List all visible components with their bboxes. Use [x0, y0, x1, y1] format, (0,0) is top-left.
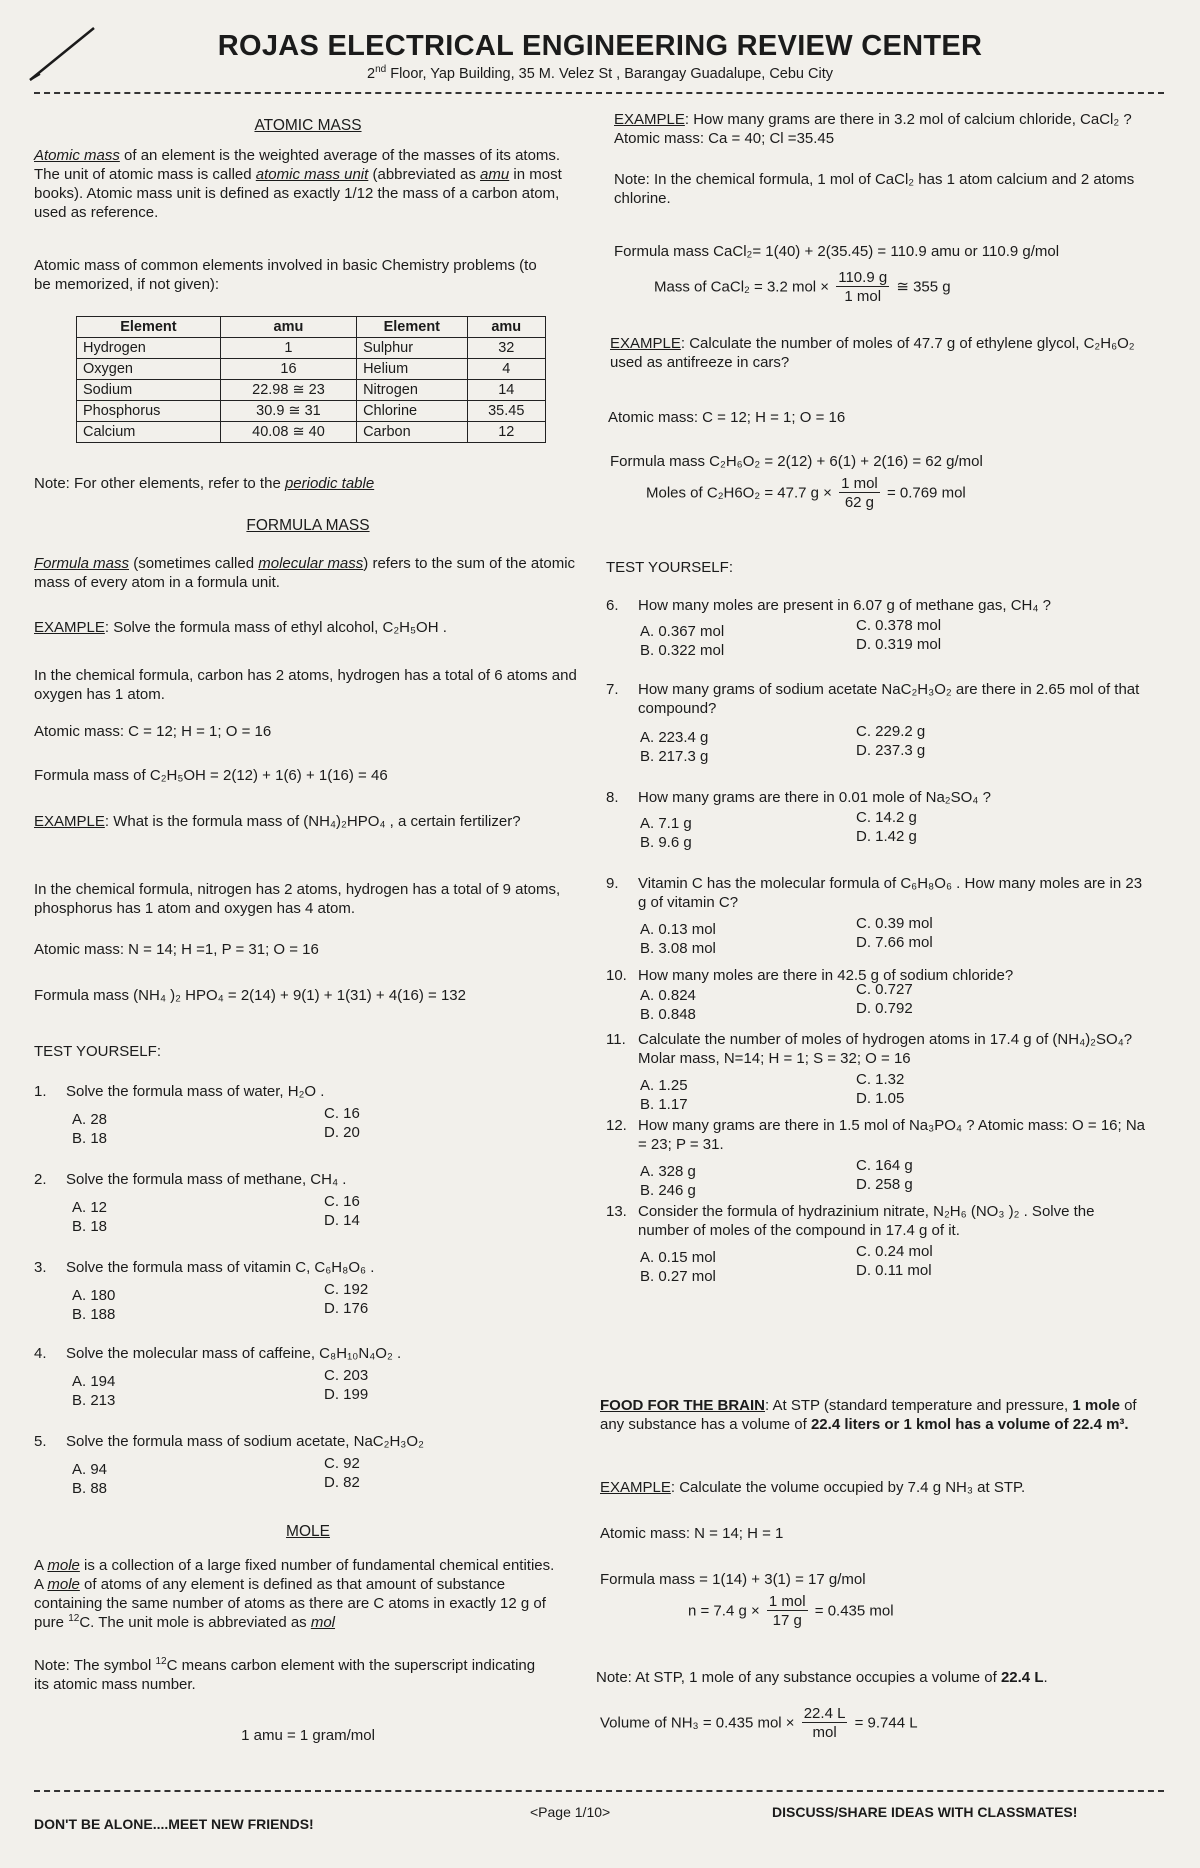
- question-number: 5.: [34, 1433, 47, 1450]
- footer-divider: [34, 1790, 1164, 1792]
- answer-option-c[interactable]: C. 16: [324, 1193, 360, 1210]
- atomic-mass-table: [76, 316, 546, 443]
- answer-option-b[interactable]: B. 0.27 mol: [640, 1268, 716, 1285]
- question-text: Solve the formula mass of methane, CH₄ .: [66, 1171, 347, 1188]
- answer-option-c[interactable]: C. 0.24 mol: [856, 1243, 933, 1260]
- element-cell: Chlorine: [357, 401, 467, 422]
- test-yourself-heading: TEST YOURSELF:: [34, 1043, 161, 1060]
- fertilizer-atomic-mass: Atomic mass: N = 14; H =1, P = 31; O = 16: [34, 941, 319, 958]
- element-cell: Phosphorus: [77, 401, 221, 422]
- fraction: $\frac{\text{1 mol}}{62 g}$: [841, 475, 878, 511]
- answer-option-d[interactable]: D. 176: [324, 1300, 369, 1317]
- food-for-the-brain: FOOD FOR THE BRAIN: At STP (standard temperature and pressure, 1 mole of any substance has a volume of 22.4 liters or 1 kmol has a volume of 22.4 m³.: [600, 1397, 1137, 1433]
- question-number: 6.: [606, 597, 619, 614]
- answer-option-c[interactable]: C. 0.378 mol: [856, 617, 942, 634]
- amu-cell: 12: [467, 422, 545, 443]
- center-address: 2nd Floor, Yap Building, 35 M. Velez St , Barangay Guadalupe, Cebu City: [366, 64, 833, 82]
- answer-option-a[interactable]: A. 223.4 g: [640, 729, 709, 746]
- answer-option-b[interactable]: B. 217.3 g: [640, 748, 709, 765]
- answer-option-c[interactable]: C. 0.39 mol: [856, 915, 933, 932]
- mole-heading: MOLE: [286, 1523, 330, 1540]
- answer-option-d[interactable]: D. 0.11 mol: [856, 1262, 932, 1279]
- question-number: 10.: [606, 967, 627, 984]
- table-row: [77, 422, 546, 443]
- header-divider: [34, 92, 1164, 94]
- question-text: How many grams are there in 0.01 mole of Na₂SO₄ ?: [638, 789, 991, 806]
- calcium-chloride-note: Note: In the chemical formula, 1 mol of CaCl₂ has 1 atom calcium and 2 atoms chlorine.: [614, 171, 1135, 207]
- amu-cell: 4: [467, 359, 545, 380]
- element-cell: Carbon: [357, 422, 467, 443]
- table-row: [77, 380, 546, 401]
- ammonia-example: EXAMPLE: Calculate the volume occupied by 7.4 g NH₃ at STP.: [600, 1479, 1026, 1496]
- table-header-row: [77, 317, 546, 338]
- answer-option-d[interactable]: D. 237.3 g: [856, 742, 926, 759]
- table-row: [77, 359, 546, 380]
- fertilizer-explanation: In the chemical formula, nitrogen has 2 atoms, hydrogen has a total of 9 atoms, phosphorus has 1 atom and oxygen has 4 atom.: [34, 881, 561, 917]
- formula-mass-heading: FORMULA MASS: [246, 517, 370, 534]
- answer-option-a[interactable]: A. 0.13 mol: [640, 921, 716, 938]
- footer-left-slogan: DON'T BE ALONE....MEET NEW FRIENDS!: [34, 1816, 314, 1832]
- amu-cell: 30.9 ≅ 31: [220, 401, 356, 422]
- answer-option-a[interactable]: A. 0.367 mol: [640, 623, 725, 640]
- amu-cell: 22.98 ≅ 23: [220, 380, 356, 401]
- element-cell: Oxygen: [77, 359, 221, 380]
- ethylene-glycol-example: EXAMPLE: Calculate the number of moles of 47.7 g of ethylene glycol, C₂H₆O₂ used as antifreeze in cars?: [610, 335, 1135, 371]
- answer-option-a[interactable]: A. 328 g: [640, 1163, 696, 1180]
- answer-option-d[interactable]: D. 1.42 g: [856, 828, 917, 845]
- atomic-mass-heading: ATOMIC MASS: [254, 117, 362, 134]
- column-header: Element: [77, 317, 221, 338]
- question-number: 13.: [606, 1203, 627, 1220]
- answer-option-c[interactable]: C. 229.2 g: [856, 723, 926, 740]
- answer-option-a[interactable]: A. 194: [72, 1373, 116, 1390]
- fraction: $\frac{22.4 L}{\text{mol}}$: [803, 1705, 846, 1741]
- answer-option-a[interactable]: A. 180: [72, 1287, 116, 1304]
- calcium-chloride-example: EXAMPLE: How many grams are there in 3.2 mol of calcium chloride, CaCl₂ ? Atomic mass: Ca = 40; Cl =35.45: [614, 111, 1132, 147]
- ammonia-volume: Volume of NH₃ = 0.435 mol × $\frac{22.4 L}{\text{mol}}$ = 9.744 L: [600, 1705, 918, 1741]
- mole-symbol-note: Note: The symbol $^{12}$C means carbon element with the superscript indicating its atomic mass number.: [34, 1656, 536, 1693]
- answer-option-a[interactable]: A. 1.25: [640, 1077, 688, 1094]
- amu-cell: 14: [467, 380, 545, 401]
- question-text: Consider the formula of hydrazinium nitrate, N₂H₆ (NO₃ )₂ . Solve the number of moles of the compound in 17.4 g of it.: [638, 1203, 1095, 1239]
- amu-equivalence: 1 amu = 1 gram/mol: [241, 1727, 375, 1744]
- question-text: Solve the formula mass of water, H₂O .: [66, 1083, 325, 1100]
- question-text: Vitamin C has the molecular formula of C₆H₈O₆ . How many moles are in 23 g of vitamin C?: [638, 875, 1143, 911]
- question-number: 1.: [34, 1083, 47, 1100]
- answer-option-d[interactable]: D. 0.792: [856, 1000, 913, 1017]
- question-number: 2.: [34, 1171, 47, 1188]
- answer-option-a[interactable]: A. 0.824: [640, 987, 696, 1004]
- answer-option-a[interactable]: A. 28: [72, 1111, 108, 1128]
- amu-cell: 35.45: [467, 401, 545, 422]
- calcium-chloride-mass: Mass of CaCl₂ = 3.2 mol × $\frac{110.9 g}{\text{1 mol}}$ ≅ 355 g: [654, 269, 951, 305]
- column-header: amu: [467, 317, 545, 338]
- answer-option-b[interactable]: B. 246 g: [640, 1182, 696, 1199]
- column-header: amu: [220, 317, 356, 338]
- ammonia-formula: Formula mass = 1(14) + 3(1) = 17 g/mol: [600, 1571, 866, 1588]
- left-question-list: [34, 1082, 582, 1497]
- common-elements-intro: Atomic mass of common elements involved in basic Chemistry problems (to be memorized, if not given):: [34, 257, 537, 293]
- answer-option-b[interactable]: B. 9.6 g: [640, 834, 692, 851]
- answer-option-b[interactable]: B. 213: [72, 1392, 116, 1409]
- question-number: 9.: [606, 875, 619, 892]
- answer-option-d[interactable]: D. 258 g: [856, 1176, 913, 1193]
- stp-volume-note: Note: At STP, 1 mole of any substance occupies a volume of 22.4 L.: [596, 1669, 1048, 1686]
- page-number: <Page 1/10>: [530, 1804, 611, 1820]
- ammonia-atomic-mass: Atomic mass: N = 14; H = 1: [600, 1525, 784, 1542]
- question-text: Calculate the number of moles of hydrogen atoms in 17.4 g of (NH₄)₂SO₄? Molar mass, N=14; H = 1; S = 32; O = 16: [638, 1031, 1133, 1067]
- test-yourself-heading-right: TEST YOURSELF:: [606, 559, 733, 576]
- calcium-chloride-formula: Formula mass CaCl₂= 1(40) + 2(35.45) = 110.9 amu or 110.9 g/mol: [614, 243, 1060, 260]
- element-cell: Calcium: [77, 422, 221, 443]
- answer-option-c[interactable]: C. 192: [324, 1281, 369, 1298]
- question-text: How many moles are there in 42.5 g of sodium chloride?: [638, 967, 1014, 984]
- table-row: [77, 338, 546, 359]
- answer-option-d[interactable]: D. 1.05: [856, 1090, 905, 1107]
- right-column: [596, 110, 1148, 1790]
- right-question-list: [606, 596, 1148, 1496]
- ethyl-alcohol-explanation: In the chemical formula, carbon has 2 atoms, hydrogen has a total of 6 atoms and oxygen has 1 atom.: [34, 667, 577, 703]
- question-text: How many grams of sodium acetate NaC₂H₃O₂ are there in 2.65 mol of that compound?: [638, 681, 1140, 717]
- answer-option-c[interactable]: C. 164 g: [856, 1157, 913, 1174]
- ethyl-alcohol-formula: Formula mass of C₂H₅OH = 2(12) + 1(6) + 1(16) = 46: [34, 767, 388, 784]
- answer-option-b[interactable]: B. 88: [72, 1480, 108, 1497]
- amu-cell: 16: [220, 359, 356, 380]
- answer-option-c[interactable]: C. 92: [324, 1455, 360, 1472]
- answer-option-b[interactable]: B. 3.08 mol: [640, 940, 716, 957]
- answer-option-d[interactable]: D. 14: [324, 1212, 360, 1229]
- element-cell: Sulphur: [357, 338, 467, 359]
- column-header: Element: [357, 317, 467, 338]
- answer-option-d[interactable]: D. 199: [324, 1386, 369, 1403]
- question-text: Solve the formula mass of vitamin C, C₆H₈O₆ .: [66, 1259, 375, 1276]
- center-title: ROJAS ELECTRICAL ENGINEERING REVIEW CENTER: [217, 30, 983, 62]
- fertilizer-formula: Formula mass (NH₄ )₂ HPO₄ = 2(14) + 9(1) + 1(31) + 4(16) = 132: [34, 987, 466, 1004]
- ethylene-glycol-atomic-mass: Atomic mass: C = 12; H = 1; O = 16: [608, 409, 846, 426]
- question-text: How many grams are there in 1.5 mol of Na₃PO₄ ? Atomic mass: O = 16; Na = 23; P = 31.: [638, 1117, 1146, 1153]
- ethyl-alcohol-example: EXAMPLE: Solve the formula mass of ethyl alcohol, C₂H₅OH .: [34, 619, 447, 636]
- answer-option-b[interactable]: B. 18: [72, 1130, 108, 1147]
- element-cell: Helium: [357, 359, 467, 380]
- amu-cell: 40.08 ≅ 40: [220, 422, 356, 443]
- answer-option-a[interactable]: A. 94: [72, 1461, 108, 1478]
- ethylene-glycol-moles: Moles of C₂H6O₂ = 47.7 g × $\frac{\text{1 mol}}{62 g}$ = 0.769 mol: [646, 475, 966, 511]
- left-column: [34, 110, 582, 1790]
- ammonia-moles: n = 7.4 g × $\frac{\text{1 mol}}{17 g}$ = 0.435 mol: [688, 1593, 894, 1629]
- question-number: 3.: [34, 1259, 47, 1276]
- answer-option-b[interactable]: B. 188: [72, 1306, 116, 1323]
- question-number: 11.: [606, 1031, 626, 1048]
- table-row: [77, 401, 546, 422]
- footer-right-slogan: DISCUSS/SHARE IDEAS WITH CLASSMATES!: [772, 1804, 1078, 1820]
- answer-option-a[interactable]: A. 12: [72, 1199, 108, 1216]
- element-cell: Nitrogen: [357, 380, 467, 401]
- question-number: 8.: [606, 789, 619, 806]
- answer-option-c[interactable]: C. 16: [324, 1105, 360, 1122]
- answer-option-b[interactable]: B. 1.17: [640, 1096, 688, 1113]
- periodic-table-note: Note: For other elements, refer to the periodic table: [34, 475, 375, 492]
- ethyl-alcohol-atomic-mass: Atomic mass: C = 12; H = 1; O = 16: [34, 723, 272, 740]
- answer-option-b[interactable]: B. 18: [72, 1218, 108, 1235]
- answer-option-b[interactable]: B. 0.322 mol: [640, 642, 725, 659]
- fraction: $\frac{\text{1 mol}}{17 g}$: [768, 1593, 806, 1629]
- question-number: 7.: [606, 681, 619, 698]
- ethylene-glycol-formula: Formula mass C₂H₆O₂ = 2(12) + 6(1) + 2(16) = 62 g/mol: [610, 453, 983, 470]
- answer-option-c[interactable]: C. 0.727: [856, 981, 913, 998]
- question-text: Solve the molecular mass of caffeine, C₈H₁₀N₄O₂ .: [66, 1345, 402, 1362]
- element-cell: Hydrogen: [77, 338, 221, 359]
- atomic-mass-definition: Atomic mass of an element is the weighted average of the masses of its atoms. The unit of atomic mass is called atomic mass unit (abbreviated as amu in most books). Atomic mass unit is defined as exactly 1/12 the mass of a carbon atom, used as reference.: [34, 147, 562, 221]
- mole-definition: A mole is a collection of a large fixed number of fundamental chemical entities. A mole of atoms of any element is defined as that amount of substance containing the same number of atoms as there are C atoms in exactly 12 g of pure $^{12}$C. The unit mole is abbreviated as mol: [34, 1557, 555, 1631]
- formula-mass-definition: Formula mass (sometimes called molecular mass) refers to the sum of the atomic mass of every atom in a formula unit.: [34, 555, 576, 591]
- amu-cell: 1: [220, 338, 356, 359]
- element-cell: Sodium: [77, 380, 221, 401]
- question-number: 12.: [606, 1117, 627, 1134]
- answer-option-d[interactable]: D. 20: [324, 1124, 360, 1141]
- question-text: How many moles are present in 6.07 g of methane gas, CH₄ ?: [638, 597, 1051, 614]
- answer-option-a[interactable]: A. 7.1 g: [640, 815, 692, 832]
- fraction: $\frac{110.9 g}{\text{1 mol}}$: [838, 269, 888, 305]
- answer-option-d[interactable]: D. 82: [324, 1474, 360, 1491]
- answer-option-c[interactable]: C. 203: [324, 1367, 369, 1384]
- amu-cell: 32: [467, 338, 545, 359]
- answer-option-b[interactable]: B. 0.848: [640, 1006, 696, 1023]
- fertilizer-example: EXAMPLE: What is the formula mass of (NH₄)₂HPO₄ , a certain fertilizer?: [34, 813, 521, 830]
- answer-option-c[interactable]: C. 1.32: [856, 1071, 905, 1088]
- answer-option-d[interactable]: D. 0.319 mol: [856, 636, 942, 653]
- answer-option-d[interactable]: D. 7.66 mol: [856, 934, 933, 951]
- question-number: 4.: [34, 1345, 47, 1362]
- answer-option-c[interactable]: C. 14.2 g: [856, 809, 917, 826]
- question-text: Solve the formula mass of sodium acetate, NaC₂H₃O₂: [66, 1433, 424, 1450]
- answer-option-a[interactable]: A. 0.15 mol: [640, 1249, 716, 1266]
